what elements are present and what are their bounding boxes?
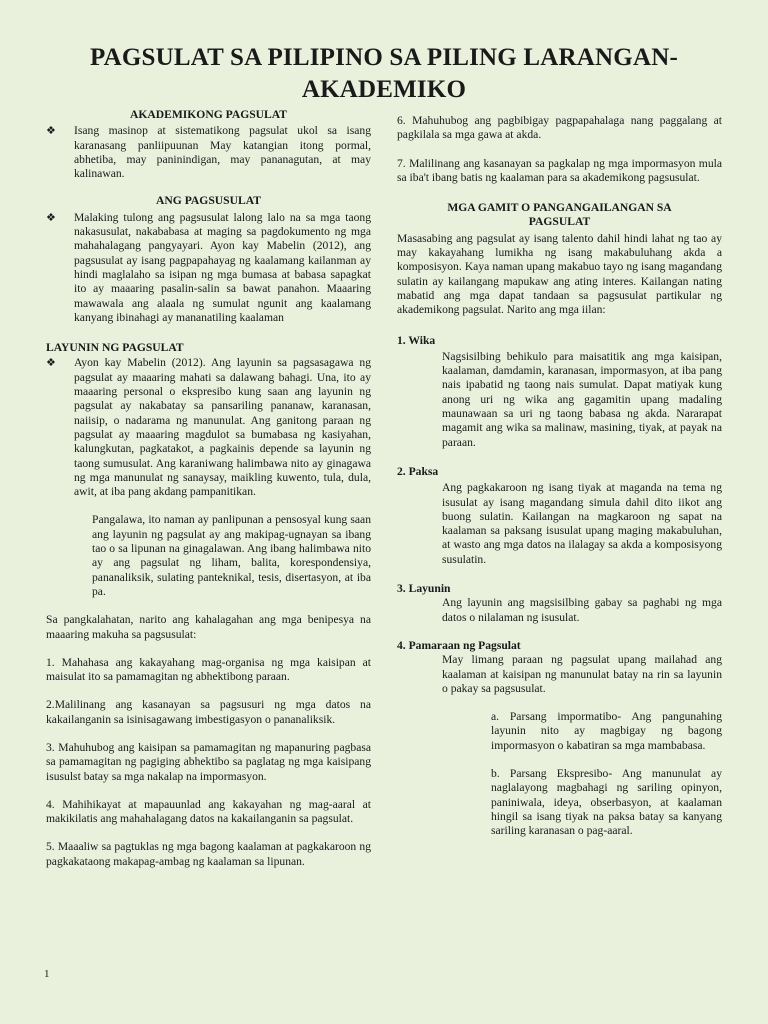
heading-pamaraan: 4. Pamaraan ng Pagsulat [397,638,521,652]
paragraph-ekspresibo: b. Parsang Ekspresibo- Ang manunulat ay naglalayong magbahagi ng sariling opinyon, paniniwala, ideya, obserbasyon, at kaalaman hingil sa isang tiyak na paksa batay sa kanyang sariling karanasan o pag-aaral. [491,766,722,838]
paragraph-intro-benepisyo: Sa pangkalahatan, narito ang kahalagahan ang mga benipesya na maaaring makuha sa pagsusulat: [46,613,371,641]
paragraph-paksa: Ang pagkakaroon ng isang tiyak at maganda na tema ng isusulat ay isang magandang simula dahil dito iikot ang buong sulatin. Kailangan na magkaroon ng sapat na kaalaman sa paksang isusulat upang maging makabuluhan, at wasto ang mga datos na ilalagay sa akda a komposisyong susulatin. [442,481,722,566]
paragraph-pamaraan: May limang paraan ng pagsulat upang mailahad ang kaalaman at kaisipan ng manunulat batay na rin sa layunin o pakay sa pagsusulat. [442,653,722,695]
paragraph-pangalawa: Pangalawa, ito naman ay panlipunan a pensosyal kung saan ang layunin ng pagsulat ay ang makipag-ugnayan sa ibang tao o sa lipunan na ginagalawan. Ang ibang halimbawa nito ay ang pagsulat ng liham, balita, korespondensiya, pananaliksik, sulating panteknikal, tesis, disertasyon, at iba pa. [92,513,371,598]
heading-wika: 1. Wika [397,333,436,347]
heading-layunin-ng-pagsulat: LAYUNIN NG PAGSULAT [46,341,184,355]
heading-mga-gamit: MGA GAMIT O PANGANGAILANGAN SA PAGSULAT [447,201,672,229]
bullet-icon: ❖ [46,211,56,224]
paragraph-wika: Nagsisilbing behikulo para maisatitik ang mga kaisipan, kaalaman, damdamin, karanasan, impormasyon, at iba pang nais ipabatid ng taong nais sumulat. Dapat matiyak kung anong uri ng wika ang gagamitin upang madaling maunawaan sa uri ng taong babasa ng akda. Nararapat magamit ang wika sa malinaw, masining, tiyak, at payak na paraan. [442,349,722,449]
heading-layunin: 3. Layunin [397,582,451,596]
heading-ang-pagsusulat: ANG PAGSUSULAT [156,194,261,208]
bullet-icon: ❖ [46,357,56,370]
left-column [46,108,371,869]
right-column [397,114,722,838]
heading-paksa: 2. Paksa [397,464,439,478]
benefit-item-1: 1. Mahahasa ang kakayahang mag-organisa ng mga kaisipan at maisulat ito sa pamamagitan ng abhektibong paraan. [46,655,371,684]
heading-akademikong-pagsulat: AKADEMIKONG PAGSULAT [129,108,288,121]
bullet-icon: ❖ [46,125,56,138]
benefit-item-5: 5. Maaaliw sa pagtuklas ng mga bagong kaalaman at pagkakaroon ng pagkakataong makapag-ambag ng kaalaman sa lipunan. [46,840,371,868]
paragraph-impormatibo: a. Parsang impormatibo- Ang pangunahing layunin nito ay magbigay ng bagong impormasyon o kabatiran sa mga mambabasa. [491,710,722,752]
bullet-paragraph [46,124,371,181]
bullet-paragraph [46,356,371,499]
page-number: 1 [44,968,50,980]
benefit-item-7: 7. Malilinang ang kasanayan sa pagkalap ng mga impormasyon mula sa iba't ibang batis ng kaalaman para sa akademikong pagsusulat. [397,156,722,184]
bullet-paragraph [46,211,371,325]
benefit-item-6: 6. Mahuhubog ang pagbibigay pagpapahalaga nang paggalang at pagkilala sa mga gawa at akda. [397,114,722,142]
page-title: PAGSULAT SA PILIPINO SA PILING LARANGAN-AKADEMIKO [90,44,678,103]
benefit-item-4: 4. Mahihikayat at mapauunlad ang kakayahan ng mag-aaral at makikilatis ang mahahalagang datos na kakailanganin sa pagsulat. [46,797,371,826]
benefit-item-2: 2.Malilinang ang kasanayan sa pagsusuri ng mga datos na kakailanganin sa isinisagawang imbestigasyon o pananaliksik. [46,698,371,726]
benefit-item-3: 3. Mahuhubog ang kaisipan sa pamamagitan ng mapanuring pagbasa sa pamamagitan ng pagiging abhektibo sa paglatag ng mga kaisipang isusulst batay sa mga nakalap na impormasyon. [46,740,371,783]
paragraph-gamit: Masasabing ang pagsulat ay isang talento dahil hindi lahat ng tao ay may kakayahang lumikha ng isang makabuluhang akda a komposisyon. Kaya naman upang makabuo tayo ng isang magandang sulatin ay kailangang mapukaw ang ating interes. Kailangan nating mabatid ang mga dapat tandaan sa pagsusulat partikular ng akademikong pagsulat. Narito ang mga iilan: [397,231,722,317]
paragraph-layunin: Ang layunin ang magsisilbing gabay sa paghabi ng mga datos o nilalaman ng isusulat. [442,596,722,624]
bullet-text: Malaking tulong ang pagsusulat lalong lalo na sa mga taong nakasusulat, nakababasa at maging sa pagdokumento ng mga mahahalagang pangyayari. Ayon kay Mabelin (2012), ang pagsusulat ay isang pagpapahayag ng kaalamang kailanman ay hindi maglalaho sa isipan ng mga bumasa at babasa sapagkat ito ay maaaring pasalin-salin sa bawat panahon. Maaaring mawawala ang alaala ng sumulat ngunit ang kaalamang kanyang ibinahagi ay mananatiling kaalaman [74,210,371,324]
bullet-text: Isang masinop at sistematikong pagsulat ukol sa isang karanasang panliipuunan May katangian itong pormal, abhetiba, may paninindigan, may pananagutan, at may kalinawan. [74,124,371,181]
bullet-text: Ayon kay Mabelin (2012). Ang layunin sa pagsasagawa ng pagsulat ay maaaring mahati sa dalawang bahagi. Una, ito ay maaaring personal o ekspresibo kung saan ang layunin ng pagsulat ay nakabatay sa pansariling pananaw, karanasan, naiisip, o nadarama ng manunulat. Ang ganitong paraan ng pagsulat ay maaaring magdulot sa bumabasa ng kasiyahan, kalungkutan, pagkatakot, a pagkainis depende sa layunin ng taong sumusulat. Ang karaniwang halimbawa nito ay ginagawa ng mga manunulat ng sanaysay, maikling kuwento, tula, dula, awit, at iba pang akdang pampanitikan. [74,356,371,499]
